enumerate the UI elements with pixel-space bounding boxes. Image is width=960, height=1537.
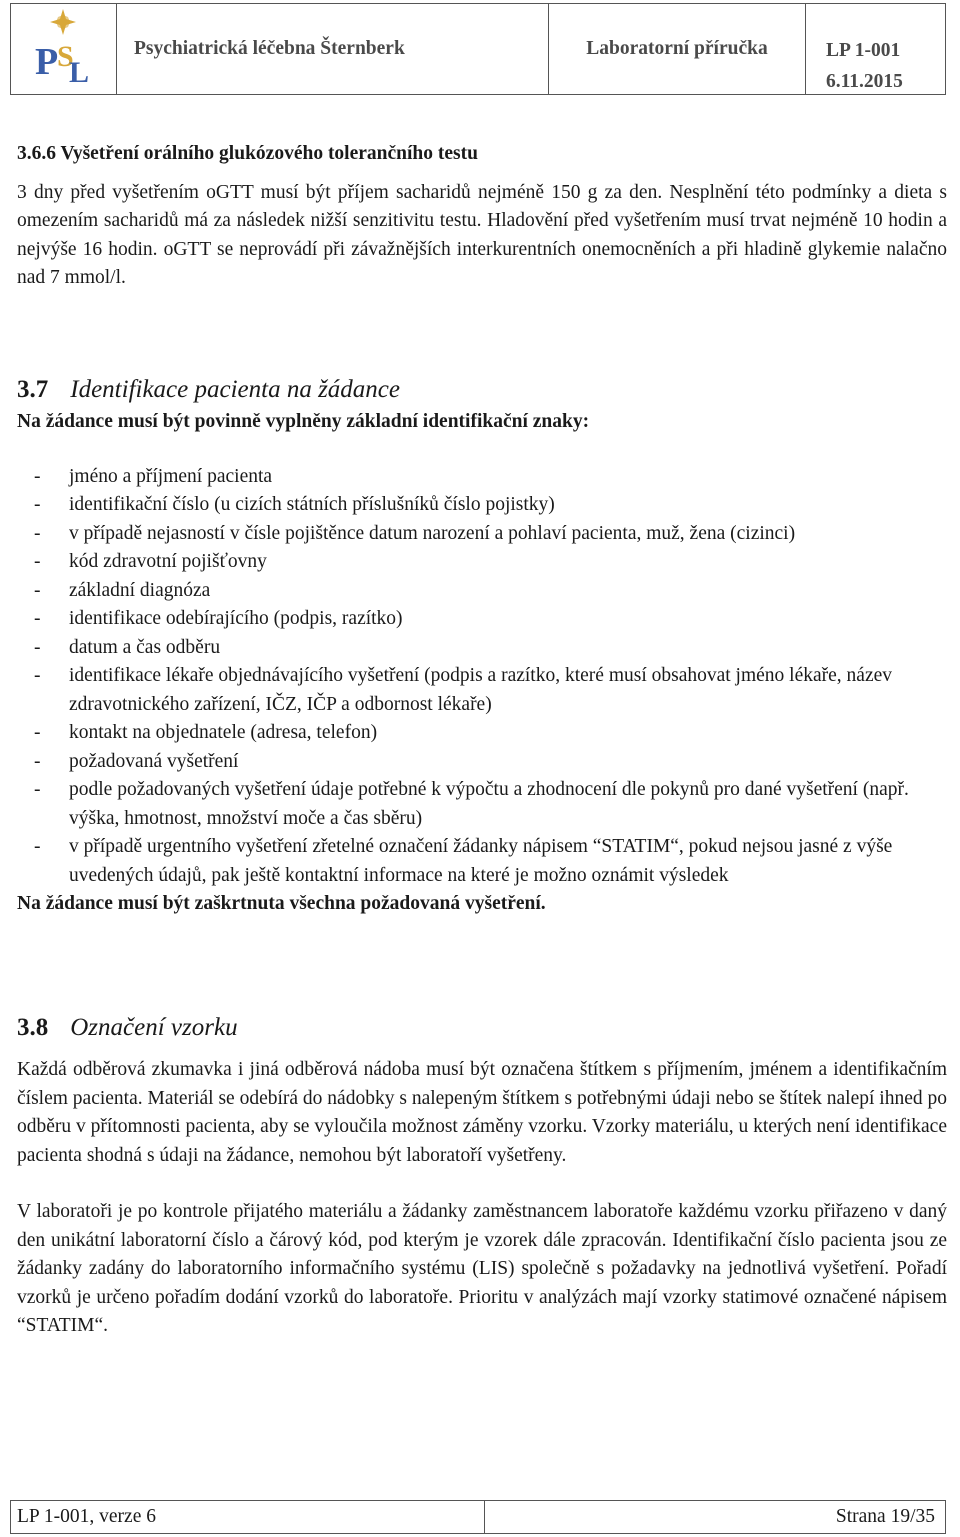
section-3-7-closing: Na žádance musí být zaškrtnuta všechna požadovaná vyšetření. <box>17 893 546 914</box>
header-code: LP 1-001 <box>826 40 901 61</box>
list-item: - jméno a příjmení pacienta <box>0 463 947 492</box>
section-3-8-paragraph-2: V laboratoři je po kontrole přijatého materiálu a žádanky zaměstnancem laboratoře každému vzorku přiřazeno v daný den unikátní laboratorní číslo a čárový kód, pod kterým je vzorek dále zpracován. Identifikační číslo pacienta jsou ze žádanky zadány do laboratorního informačního systému (LIS) společně s požadavky na jednotlivá vyšetření. Pořadí vzorků je určeno pořadím dodání vzorků do laboratoře. Prioritu v analýzách mají vzorky statimové označené nápisem “STATIM“. <box>17 1201 947 1336</box>
header-organization: Psychiatrická léčebna Šternberk <box>117 4 549 94</box>
footer-version: LP 1-001, verze 6 <box>11 1501 485 1533</box>
svg-text:P: P <box>35 41 59 83</box>
section-3-8-heading <box>17 1010 947 1046</box>
list-item: - základní diagnóza <box>0 577 947 606</box>
list-item: - kód zdravotní pojišťovny <box>0 548 947 577</box>
section-3-6-6-paragraph: 3 dny před vyšetřením oGTT musí být příjem sacharidů nejméně 150 g za den. Nesplnění této podmínky a dieta s omezením sacharidů má za následek nižší senzitivitu testu. Hladovění před vyšetřením musí trvat nejméně 10 hodin a nejvýše 16 hodin. oGTT se neprovádí při závažnějších interkurentních onemocněních a při hladině glykemie nalačno nad 7 mmol/l. <box>17 181 947 288</box>
list-item: - kontakt na objednatele (adresa, telefon) <box>0 719 947 748</box>
section-3-7-intro: Na žádance musí být povinně vyplněny základní identifikační znaky: <box>17 411 590 432</box>
list-item: - podle požadovaných vyšetření údaje potřebné k výpočtu a zhodnocení dle pokynů pro dané vyšetření (např. výška, hmotnost, množství moče a čas sběru) <box>0 776 947 833</box>
psl-logo-icon <box>11 4 116 94</box>
section-3-6-6 <box>17 140 947 293</box>
section-3-8-paragraph-1: Každá odběrová zkumavka i jiná odběrová nádoba musí být označena štítkem s příjmením, jménem a identifikačním číslem pacienta. Materiál se odebírá do nádobky s nalepeným štítkem s potřebnými údaji nebo se štítek nalepí ihned po odběru v přítomnosti pacienta, aby se vyloučila možnost záměny vzorku. Vzorky materiálu, u kterých není identifikace pacienta shodná s údaji na žádance, nemohou být laboratoří vyšetřeny. <box>17 1059 947 1166</box>
section-3-7-number: 3.7 <box>17 376 49 403</box>
svg-text:L: L <box>69 56 90 89</box>
section-3-7 <box>17 372 947 919</box>
section-3-6-6-heading: 3.6.6 Vyšetření orálního glukózového tolerančního testu <box>17 143 478 164</box>
list-item: - identifikace odebírajícího (podpis, razítko) <box>0 605 947 634</box>
svg-text:S: S <box>57 40 74 73</box>
page-footer <box>10 1500 946 1534</box>
header-code-block <box>806 4 945 94</box>
footer-page-number: Strana 19/35 <box>835 1506 935 1527</box>
header-title: Laboratorní příručka <box>549 4 806 94</box>
section-3-8-title: Označení vzorku <box>70 1014 238 1041</box>
list-item: - identifikační číslo (u cizích státních příslušníků číslo pojistky) <box>0 491 947 520</box>
list-item: - datum a čas odběru <box>0 634 947 663</box>
identification-list <box>0 463 947 891</box>
section-3-8-number: 3.8 <box>17 1014 49 1041</box>
list-item: - požadovaná vyšetření <box>0 748 947 777</box>
logo <box>11 4 117 94</box>
header-date: 6.11.2015 <box>826 71 903 92</box>
section-3-7-heading <box>17 372 947 408</box>
section-3-7-title: Identifikace pacienta na žádance <box>70 376 400 403</box>
list-item: - identifikace lékaře objednávajícího vyšetření (podpis a razítko, které musí obsahovat jméno lékaře, název zdravotnického zařízení, IČZ, IČP a odbornost lékaře) <box>0 662 947 719</box>
page-header <box>10 3 946 95</box>
section-3-8 <box>17 1010 947 1341</box>
list-item: - v případě nejasností v čísle pojištěnce datum narození a pohlaví pacienta, muž, žena (cizinci) <box>0 520 947 549</box>
list-item: - v případě urgentního vyšetření zřetelné označení žádanky nápisem “STATIM“, pokud nejsou jasné z výše uvedených údajů, pak ještě kontaktní informace na které je možno oznámit výsledek <box>0 833 947 890</box>
